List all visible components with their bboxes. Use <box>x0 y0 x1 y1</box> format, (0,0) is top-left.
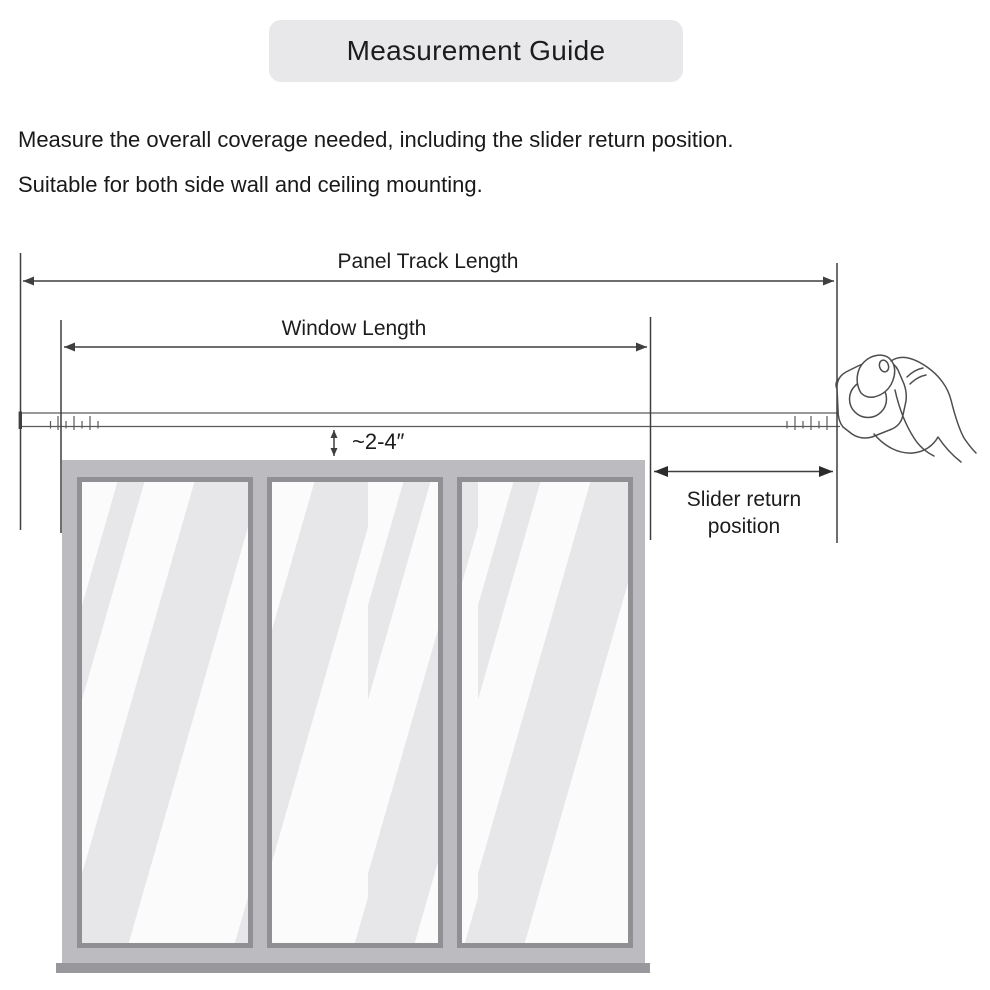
thumb <box>857 355 895 397</box>
knuckle-hatch-2 <box>910 375 926 384</box>
tape-reel <box>850 381 887 418</box>
description-text <box>18 117 733 207</box>
slider-return-label-line-1: Slider return <box>686 488 802 511</box>
window-length-label: Window Length <box>281 317 427 340</box>
panel-track-length-label: Panel Track Length <box>337 250 519 273</box>
window-sill <box>56 963 650 973</box>
description-line-1: Measure the overall coverage needed, including the slider return position. <box>18 127 734 152</box>
tape-measure-icon <box>836 362 906 438</box>
slider-return-label <box>652 486 836 540</box>
hand-fingers <box>874 434 961 462</box>
window-illustration <box>62 460 645 963</box>
window-glass-3 <box>462 482 628 943</box>
window-pane-2 <box>267 477 443 948</box>
hand-icon <box>857 355 976 462</box>
hand-crease <box>895 390 934 456</box>
description-line-2: Suitable for both side wall and ceiling mounting. <box>18 172 483 197</box>
slider-return-label-line-2: position <box>707 515 781 538</box>
window-pane-3 <box>457 477 633 948</box>
tape-ticks-right <box>787 416 827 430</box>
tape-exit-tab <box>836 377 849 392</box>
tape-body <box>837 362 906 438</box>
window-glass-2 <box>272 482 438 943</box>
tape-hook <box>19 412 22 430</box>
knuckle-hatch-1 <box>907 368 923 377</box>
page-title: Measurement Guide <box>269 20 683 82</box>
tape-blade <box>19 412 840 431</box>
hand-back <box>891 357 976 453</box>
thumbnail <box>878 359 890 373</box>
window-pane-1 <box>77 477 253 948</box>
mount-gap-label: ~2-4″ <box>352 429 405 454</box>
tape-ticks-left <box>51 416 99 430</box>
window-glass-1 <box>82 482 248 943</box>
